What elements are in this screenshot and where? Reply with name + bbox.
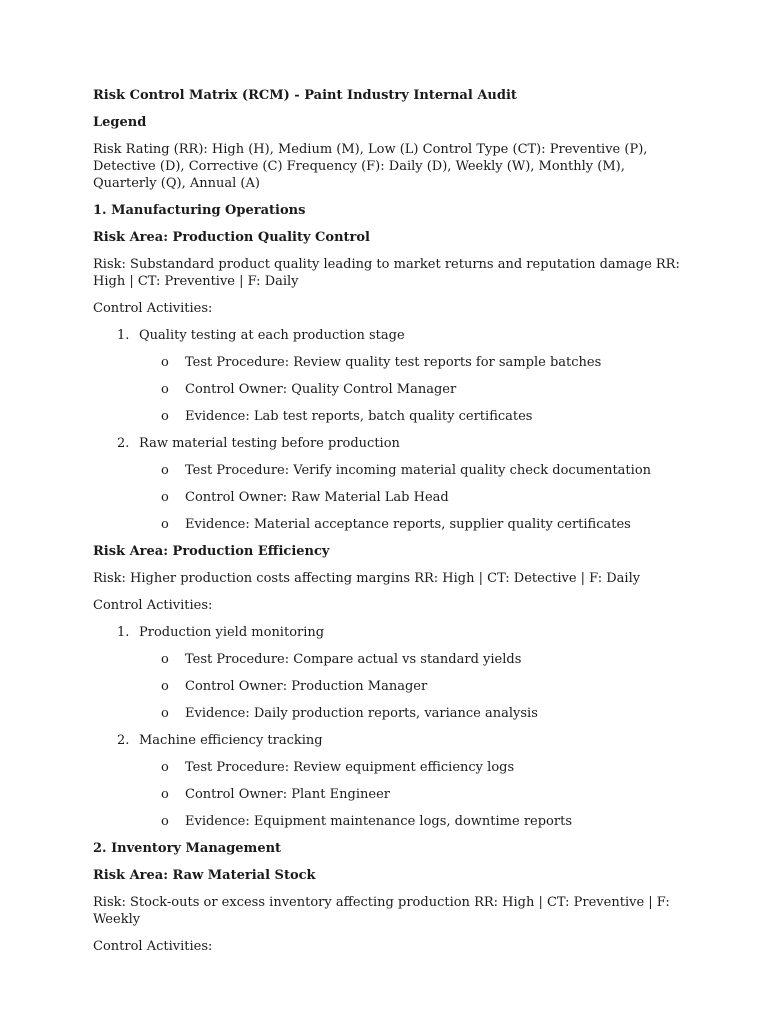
document-title: Risk Control Matrix (RCM) - Paint Industry Internal Audit (93, 88, 517, 103)
circle-bullet-icon: o (161, 463, 169, 478)
risk-statement: Risk: Stock-outs or excess inventory affecting production RR: High | CT: Preventive | F: Weekly (93, 895, 670, 927)
sub-item-text: Evidence: Daily production reports, variance analysis (185, 706, 538, 721)
sub-list-item (93, 651, 683, 668)
sub-list-item (93, 786, 683, 803)
sub-list-item (93, 462, 683, 479)
control-activity-item (93, 732, 683, 749)
sub-list-item (93, 759, 683, 776)
sub-item-text: Test Procedure: Review quality test reports for sample batches (185, 355, 602, 370)
risk-area-heading: Risk Area: Production Quality Control (93, 230, 370, 245)
sub-item-text: Evidence: Material acceptance reports, supplier quality certificates (185, 517, 631, 532)
control-activities-label: Control Activities: (93, 301, 213, 316)
sub-list-item (93, 705, 683, 722)
sub-item-text: Evidence: Equipment maintenance logs, downtime reports (185, 814, 572, 829)
control-activity-label: Machine efficiency tracking (139, 733, 323, 748)
sub-item-text: Test Procedure: Verify incoming material quality check documentation (185, 463, 652, 478)
circle-bullet-icon: o (161, 355, 169, 370)
circle-bullet-icon: o (161, 679, 169, 694)
sub-list-item (93, 354, 683, 371)
risk-statement: Risk: Higher production costs affecting margins RR: High | CT: Detective | F: Daily (93, 571, 641, 586)
risk-area-heading: Risk Area: Raw Material Stock (93, 868, 316, 883)
control-activity-label: Raw material testing before production (139, 436, 400, 451)
sub-list-item (93, 381, 683, 398)
sub-list-item (93, 489, 683, 506)
control-activity-item (93, 435, 683, 452)
control-activity-label: Quality testing at each production stage (139, 328, 405, 343)
circle-bullet-icon: o (161, 382, 169, 397)
control-activity-label: Production yield monitoring (139, 625, 325, 640)
circle-bullet-icon: o (161, 517, 169, 532)
document-page (93, 87, 683, 965)
sub-item-text: Control Owner: Raw Material Lab Head (185, 490, 449, 505)
risk-statement: Risk: Substandard product quality leading to market returns and reputation damage RR: High | CT: Preventive | F: Daily (93, 257, 680, 289)
sub-list-item (93, 516, 683, 533)
circle-bullet-icon: o (161, 490, 169, 505)
control-activities-label: Control Activities: (93, 598, 213, 613)
circle-bullet-icon: o (161, 652, 169, 667)
legend-text: Risk Rating (RR): High (H), Medium (M), Low (L) Control Type (CT): Preventive (P), Detective (D), Corrective (C) Frequency (F): Daily (D), Weekly (W), Monthly (M), Quarterly (Q), Annual (A) (93, 142, 648, 191)
risk-area-heading: Risk Area: Production Efficiency (93, 544, 330, 559)
sub-item-text: Test Procedure: Compare actual vs standard yields (185, 652, 522, 667)
list-number: 2. (117, 436, 130, 451)
circle-bullet-icon: o (161, 760, 169, 775)
section-heading: 1. Manufacturing Operations (93, 203, 306, 218)
sub-list-item (93, 678, 683, 695)
control-activities-label: Control Activities: (93, 939, 213, 954)
list-number: 2. (117, 733, 130, 748)
circle-bullet-icon: o (161, 409, 169, 424)
sub-item-text: Evidence: Lab test reports, batch quality certificates (185, 409, 533, 424)
circle-bullet-icon: o (161, 706, 169, 721)
sub-item-text: Test Procedure: Review equipment efficiency logs (185, 760, 515, 775)
sub-list-item (93, 408, 683, 425)
list-number: 1. (117, 328, 130, 343)
control-activity-item (93, 624, 683, 641)
circle-bullet-icon: o (161, 787, 169, 802)
section-heading: 2. Inventory Management (93, 841, 282, 856)
sub-item-text: Control Owner: Plant Engineer (185, 787, 390, 802)
list-number: 1. (117, 625, 130, 640)
sub-list-item (93, 813, 683, 830)
legend-heading: Legend (93, 115, 147, 130)
sub-item-text: Control Owner: Production Manager (185, 679, 428, 694)
control-activity-item (93, 327, 683, 344)
sub-item-text: Control Owner: Quality Control Manager (185, 382, 457, 397)
circle-bullet-icon: o (161, 814, 169, 829)
